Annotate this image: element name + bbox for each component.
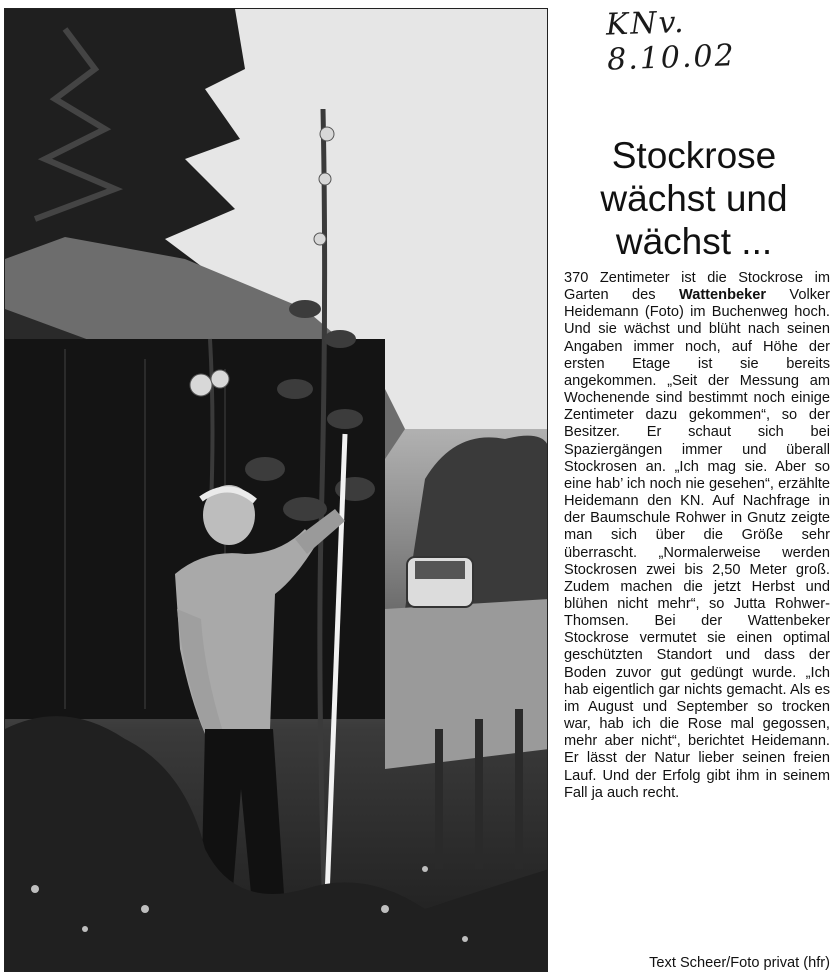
article-credit: Text Scheer/Foto privat (hfr) [649, 955, 830, 971]
body-place-name: Wattenbeker [678, 287, 767, 304]
body-intro: 370 Zentimeter ist die Stockrose im Garten des [564, 270, 830, 304]
garden-photo-illustration [5, 9, 548, 972]
article-headline [560, 134, 828, 263]
handwritten-date-note: KNv. 8.10.02 [605, 4, 737, 78]
headline-line: Stockrose [611, 135, 777, 176]
body-rest: Volker Heidemann (Foto) im Buchenweg hoch. Und sie wächst und blüht nach seinen Angaben immer noch, auf Höhe der ersten Etage ist sie bereits angekommen. „Seit der Messung am Wochenende sind bestimmt noch einige Zentimeter dazu gekommen“, so der Besitzer. Er schaut sich bei Spaziergängen immer und überall Stockrosen an. „Ich mag sie. Aber so eine hab’ ich noch nie gesehen“, erzählte Heidemann den KN. Auf Nachfrage in der Baumschule Rohwer in Gnutz zeigte man sich über die Größe sehr überrascht. „Normalerweise werden Stockrosen zwei bis 2,50 Meter groß. Zudem machen die jetzt Herbst und blühen nicht mehr“, so Jutta Rohwer-Thomsen. Bei der Wattenbeker Stockrose vermutet sie einen optimal geschützten Standort und dass der Boden zuvor gut gedüngt wurde. „Ich hab eigentlich gar nichts gemacht. Als es im August und September so trocken war, hab ich die Rose mal gegossen, mehr aber nicht“, berichtet Heidemann. Er lässt der Natur lieber seinen freien Lauf. Und der Erfolg gibt ihm in seinem Fall ja auch recht. [564, 287, 830, 801]
headline-line: wächst und [600, 178, 788, 219]
article-photo [4, 8, 548, 972]
article-body [564, 270, 830, 802]
headline-line: wächst ... [615, 221, 773, 262]
